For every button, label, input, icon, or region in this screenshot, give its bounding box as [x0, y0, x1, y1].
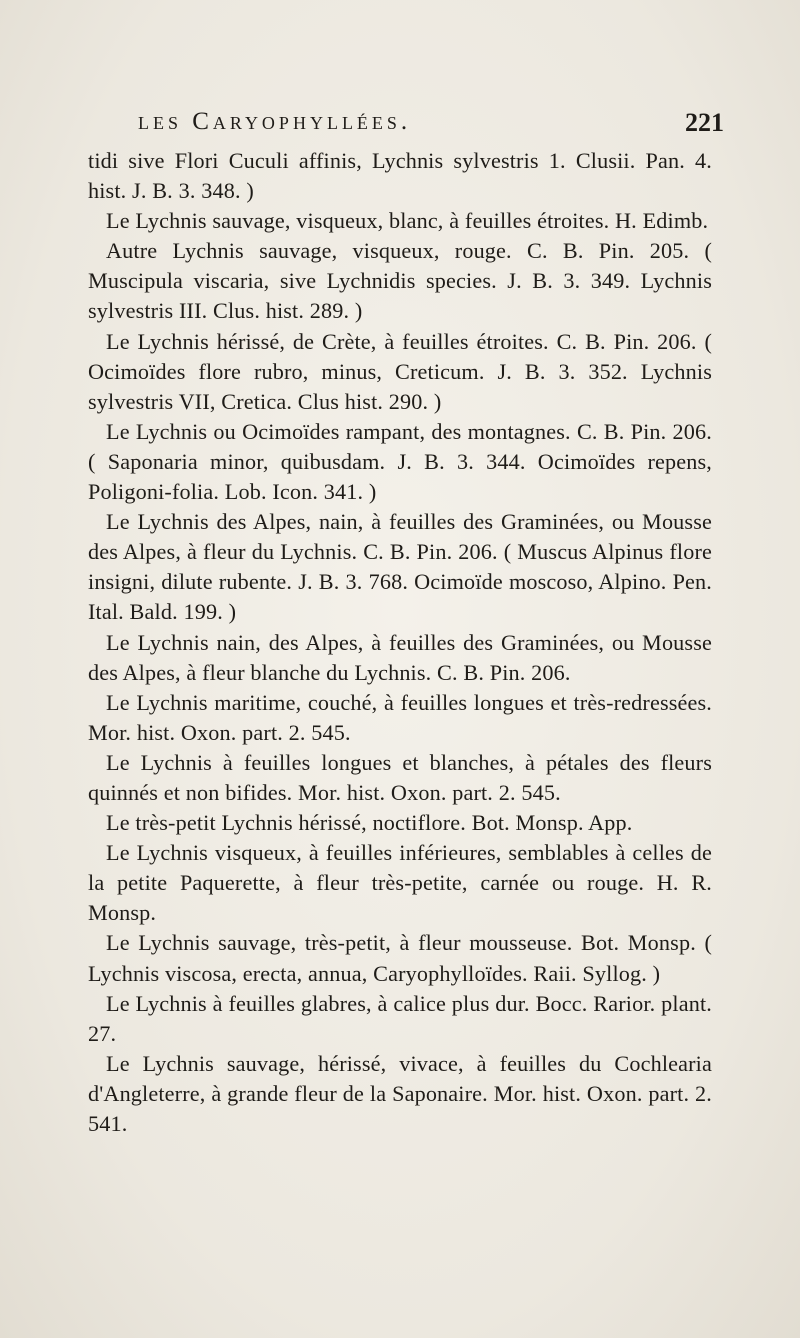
- paragraph-entry: Le Lychnis nain, des Alpes, à feuilles des Graminées, ou Mousse des Alpes, à fleur blanche du Lychnis. C. B. Pin. 206.: [88, 629, 712, 685]
- paragraph-entry: Le Lychnis ou Ocimoïdes rampant, des montagnes. C. B. Pin. 206. ( Saponaria minor, quibusdam. J. B. 3. 344. Ocimoïdes repens, Poligoni-folia. Lob. Icon. 341. ): [88, 418, 712, 505]
- running-title: les Caryophyllées.: [138, 108, 412, 135]
- paragraph-entry: Autre Lychnis sauvage, visqueux, rouge. C. B. Pin. 205. ( Muscipula viscaria, sive Lychnidis species. J. B. 3. 349. Lychnis sylvestris III. Clus. hist. 289. ): [88, 238, 712, 324]
- paragraph-entry: Le Lychnis sauvage, très-petit, à fleur mousseuse. Bot. Monsp. ( Lychnis viscosa, erecta, annua, Caryophylloïdes. Raii. Syllog. ): [88, 930, 712, 986]
- page-number: 221: [685, 108, 724, 137]
- paragraph-continuation: tidi sive Flori Cuculi affinis, Lychnis sylvestris 1. Clusii. Pan. 4. hist. J. B. 3. 348. ): [88, 148, 712, 204]
- paragraph-entry: Le Lychnis à feuilles longues et blanches, à pétales des fleurs quinnés et non bifides. Mor. hist. Oxon. part. 2. 545.: [88, 749, 712, 805]
- paragraph-entry: Le Lychnis visqueux, à feuilles inférieures, semblables à celles de la petite Paquerette, à fleur très-petite, carnée ou rouge. H. R. Monsp.: [88, 840, 712, 926]
- paragraph-entry: Le Lychnis des Alpes, nain, à feuilles des Graminées, ou Mousse des Alpes, à fleur du Lychnis. C. B. Pin. 206. ( Muscus Alpinus flore insigni, dilute rubente. J. B. 3. 768. Ocimoïde moscoso, Alpino. Pen. Ital. Bald. 199. ): [88, 509, 712, 625]
- paragraph-entry: Le Lychnis hérissé, de Crète, à feuilles étroites. C. B. Pin. 206. ( Ocimoïdes flore rubro, minus, Creticum. J. B. 3. 352. Lychnis sylvestris VII, Cretica. Clus hist. 290. ): [88, 328, 712, 414]
- body-text: [88, 146, 712, 1139]
- paragraph-entry: Le très-petit Lychnis hérissé, noctiflore. Bot. Monsp. App.: [106, 810, 633, 836]
- paragraph-entry: Le Lychnis sauvage, hérissé, vivace, à feuilles du Cochlearia d'Angleterre, à grande fleur de la Saponaire. Mor. hist. Oxon. part. 2. 541.: [88, 1050, 712, 1136]
- page-header: [110, 108, 724, 144]
- paragraph-entry: Le Lychnis à feuilles glabres, à calice plus dur. Bocc. Rarior. plant. 27.: [88, 990, 712, 1046]
- paragraph-entry: Le Lychnis maritime, couché, à feuilles longues et très-redressées. Mor. hist. Oxon. part. 2. 545.: [88, 689, 712, 745]
- paragraph-entry: Le Lychnis sauvage, visqueux, blanc, à feuilles étroites. H. Edimb.: [106, 208, 709, 234]
